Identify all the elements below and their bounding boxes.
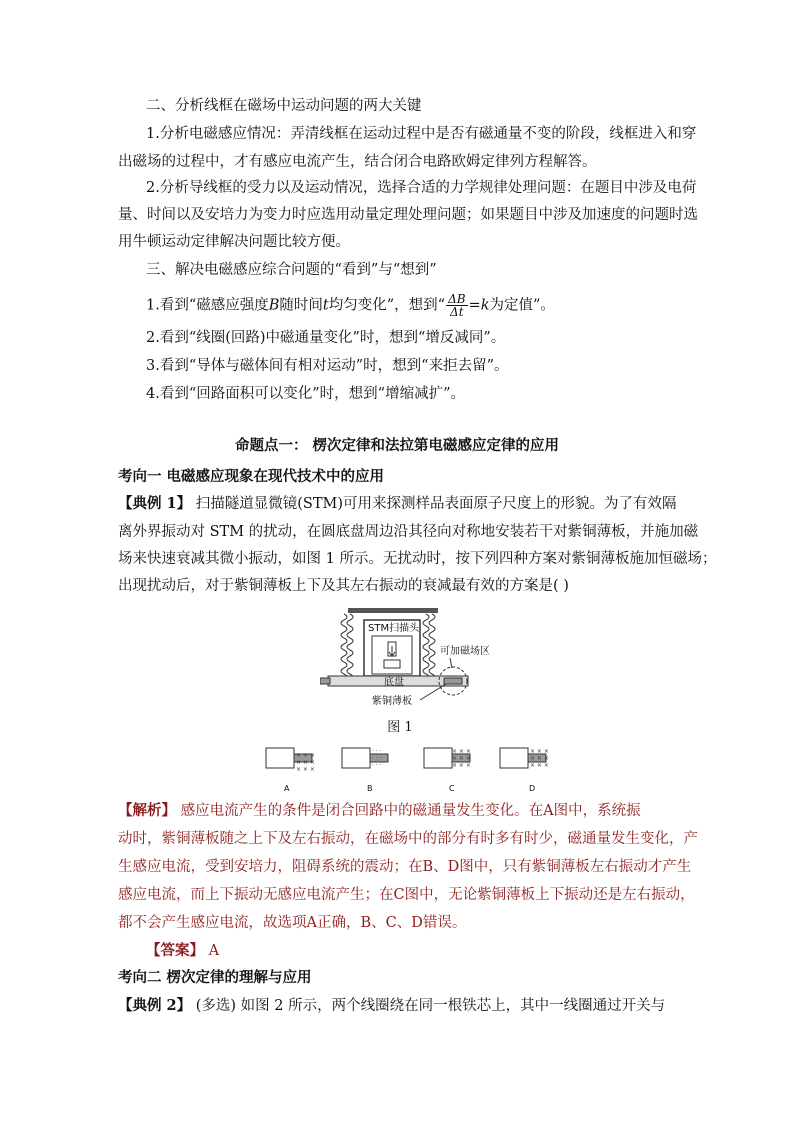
option-a-label: A xyxy=(284,784,290,793)
svg-text:× × ×: × × × xyxy=(530,755,549,762)
example1-text: 扫描隧道显微镜(STM)可用来探测样品表面原子尺度上的形貌。为了有效隔 xyxy=(191,496,677,512)
section2-p1a: 1.分析电磁感应情况：弄清线框在运动过程中是否有磁通量不变的阶段，线框进入和穿 xyxy=(146,126,697,142)
item1-text-post: 均匀变化”，想到“ xyxy=(328,297,446,314)
item1-text: 1.看到“磁感应强度 xyxy=(146,297,269,314)
example2-text: (多选) 如图 2 所示，两个线圈绕在同一根铁芯上，其中一线圈通过开关与 xyxy=(191,998,666,1014)
direction2: 考向二 楞次定律的理解与应用 xyxy=(118,969,312,986)
spring-left xyxy=(341,614,353,680)
leader-field xyxy=(450,658,452,668)
equals-sign: = xyxy=(468,297,481,314)
svg-text:· · ·: · · · xyxy=(372,748,382,755)
section3-heading: 三、解决电磁感应综合问题的“看到”与“想到” xyxy=(146,262,437,278)
label-field: 可加磁场区 xyxy=(440,646,490,657)
analysis-text: 感应电流产生的条件是闭合回路中的磁通量发生变化。在A图中，系统振 xyxy=(176,803,641,819)
section2-p1b: 出磁场的过程中，才有感应电流产生，结合闭合电路欧姆定律列方程解答。 xyxy=(118,154,597,170)
option-b-diagram xyxy=(342,748,388,793)
item1-text-end: 为定值”。 xyxy=(489,297,555,314)
section2-p2a: 2.分析导线框的受力以及运动情况，选择合适的力学规律处理问题：在题目中涉及电荷 xyxy=(146,180,697,196)
label-base: 底盘 xyxy=(384,677,404,688)
svg-text:× × ×: × × × xyxy=(296,766,315,773)
answer-value: A xyxy=(204,943,220,959)
direction1: 考向一 电磁感应现象在现代技术中的应用 xyxy=(118,468,385,485)
svg-text:× × ×: × × × xyxy=(452,755,471,762)
section2-p2b: 量、时间以及安培力为变力时应选用动量定理处理问题；如果题目中涉及加速度的问题时选 xyxy=(118,207,698,223)
example1-line1 xyxy=(118,494,676,514)
example2-label: 【典例 2】 xyxy=(118,997,192,1014)
example1-label: 【典例 1】 xyxy=(118,495,192,512)
symbol-t: t xyxy=(322,297,329,314)
option-b-label: B xyxy=(367,784,373,793)
svg-text:× × ×: × × × xyxy=(452,748,471,755)
section3-item1 xyxy=(146,293,676,318)
figure1-stm-diagram xyxy=(320,606,500,712)
option-c-diagram xyxy=(424,748,471,793)
figure1-caption: 图 1 xyxy=(387,720,413,735)
copper-plate-right xyxy=(444,678,462,684)
option-a-diagram xyxy=(266,748,315,793)
example1-line4: 出现扰动后，对于紫铜薄板上下及其左右振动的衰减最有效的方案是( ) xyxy=(118,578,569,594)
svg-text:· · ·: · · · xyxy=(372,762,382,769)
option-d-label: D xyxy=(529,784,536,793)
analysis-line2: 动时，紫铜薄板随之上下及左右振动，在磁场中的部分有时多有时少，磁通量发生变化，产 xyxy=(118,831,698,847)
example2-line1 xyxy=(118,996,676,1016)
option-d-diagram xyxy=(500,748,549,793)
spring-right xyxy=(423,614,435,680)
analysis-label: 【解析】 xyxy=(118,802,176,819)
section3-item4: 4.看到“回路面积可以变化”时，想到“增缩减扩”。 xyxy=(146,386,465,402)
analysis-line1 xyxy=(118,801,676,821)
symbol-k: k xyxy=(480,297,490,314)
svg-text:× × ×: × × × xyxy=(296,759,315,766)
fraction-denominator: Δt xyxy=(450,305,464,319)
symbol-B: B xyxy=(268,297,280,314)
svg-text:× × ×: × × × xyxy=(530,762,549,769)
analysis-line5: 都不会产生感应电流，故选项A正确，B、C、D错误。 xyxy=(118,915,467,931)
topic-title: 命题点一： 楞次定律和法拉第电磁感应定律的应用 xyxy=(234,437,560,454)
top-frame xyxy=(348,608,438,613)
copper-plate-left xyxy=(320,678,330,684)
fraction-dB-dt xyxy=(446,293,467,318)
label-plate: 紫铜薄板 xyxy=(372,696,412,707)
example1-line3: 场来快速衰减其微小振动，如图 1 所示。无扰动时，按下列四种方案对紫铜薄板施加恒磁场； xyxy=(118,551,717,567)
section3-item2: 2.看到“线圈(回路)中磁通量变化”时，想到“增反减同”。 xyxy=(146,330,506,346)
fraction-numerator: ΔB xyxy=(448,292,466,306)
section2-heading: 二、分析线框在磁场中运动问题的两大关键 xyxy=(146,98,422,114)
option-c-label: C xyxy=(449,784,455,793)
analysis-line3: 生感应电流，受到安培力，阻碍系统的震动；在B、D图中，只有紫铜薄板左右振动才产生 xyxy=(118,859,692,875)
label-stm: STM扫描头 xyxy=(368,623,420,634)
analysis-line4: 感应电流，而上下振动无感应电流产生；在C图中，无论紫铜薄板上下振动还是左右振动， xyxy=(118,887,695,903)
answer-line xyxy=(146,941,676,961)
section2-p2c: 用牛顿运动定律解决问题比较方便。 xyxy=(118,234,350,250)
sample xyxy=(384,660,400,668)
svg-text:× × ×: × × × xyxy=(296,752,315,759)
svg-text:· · ·: · · · xyxy=(372,755,382,762)
item1-text-mid: 随时间 xyxy=(279,297,323,314)
example1-line2: 离外界振动对 STM 的扰动，在圆底盘周边沿其径向对称地安装若干对紫铜薄板，并施加磁 xyxy=(118,524,699,540)
svg-text:× × ×: × × × xyxy=(530,748,549,755)
svg-text:× × ×: × × × xyxy=(452,762,471,769)
figure1-options xyxy=(264,746,564,796)
section3-item3: 3.看到“导体与磁体间有相对运动”时，想到“来拒去留”。 xyxy=(146,358,509,374)
answer-label: 【答案】 xyxy=(146,942,204,959)
